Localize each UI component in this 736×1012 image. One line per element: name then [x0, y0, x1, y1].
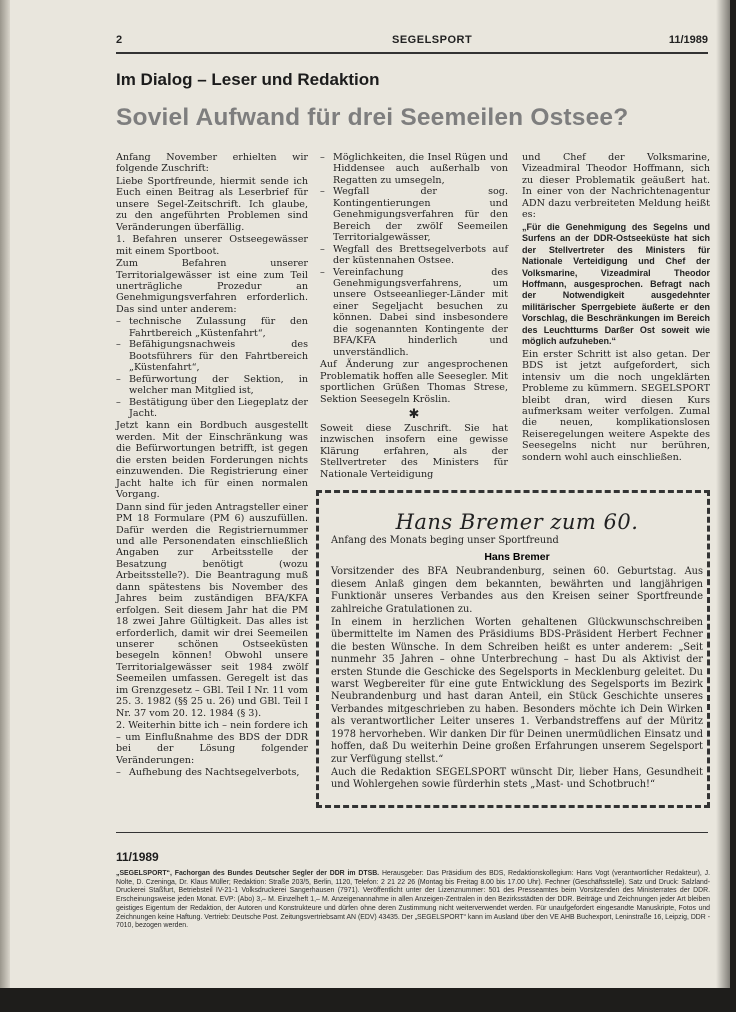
paragraph: 2. Weiterhin bitte ich – nein fordere ich – um Einflußnahme des BDS der DDR bei der Lösung folgender Veränderungen:	[116, 720, 308, 766]
column-3	[522, 152, 710, 464]
paragraph: und Chef der Volksmarine, Vizeadmiral Theodor Hoffmann, sich zu dieser Problematik geäußert hat. In einer von der Nachrichtenagentur ADN dazu verbreiteten Meldung heißt es:	[522, 152, 710, 221]
requirements-list	[116, 316, 308, 419]
handwritten-title: Hans Bremer zum 60.	[395, 510, 639, 534]
list-item: – Befürwortung der Sektion, in welcher man Mitglied ist,	[116, 374, 308, 397]
list-item: – Bestätigung über den Liegeplatz der Jacht.	[116, 397, 308, 420]
imprint-body: Herausgeber: Das Präsidium des BDS, Redaktionskollegium: Hans Vogt (verantwortlicher Redakteur), J. Nolte, D. Czeninga, Dr. Klaus Müller; Redaktion: Straße 203/5, Berlin, 1120, Telefon: 2 21 22 26 (Montag bis Freitag 8.00 bis 17.00 Uhr). Fechner (Geschäftsstelle). Satz und Druck: Salzland-Druckerei Staßfurt, Betriebsteil IV-21-1 Volksdruckerei Sangerhausen (7971). Veröffentlicht unter der Lizenznummer: 501 des Presseamtes beim Vorsitzenden des Ministerrates der DDR. Erscheinungsweise jeden Monat. EVP: (Abo) 3,– M. Einzelheft 1,– M. Anzeigenannahme in allen Anzeigen-Zentralen in den Bezirksstädten der DDR. Beiträge und Zeichnungen jeder Art bleiben geistiges Eigentum der Redaktion, der Autoren und Konstrukteure und dürfen ohne deren Zustimmung nicht weiterverwendet werden. Für unaufgefordert eingesandte Manuskripte, Fotos und Zeichnungen keine Haftung. Vertrieb: Deutsche Post. Zeitungsvertriebsamt AN (EDV) 43435. Der „SEGELSPORT“ kann im Ausland über den VE AHB Buchexport, Leninstraße 16, Leipzig, DDR - 7010, bezogen werden.	[116, 870, 710, 930]
list-item: – Aufhebung des Nachtsegelverbots,	[116, 767, 308, 778]
paragraph: Anfang November erhielten wir folgende Zuschrift:	[116, 152, 308, 175]
imprint-lead: „SEGELSPORT“, Fachorgan des Bundes Deutscher Segler der DDR im DTSB.	[116, 870, 380, 877]
paragraph: 1. Befahren unserer Ostseegewässer mit einem Sportboot.	[116, 234, 308, 257]
issue-number: 11/1989	[668, 34, 708, 46]
paragraph: Ein erster Schritt ist also getan. Der BDS ist jetzt aufgefordert, sich intensiv um die noch ungeklärten Probleme zu kümmern. SEGELSPORT bleibt dran, wird diesen Kurs aufmerksam weiter verfolgen. Zumal die neuen, komplikationslosen Reiseregelungen weitere Aspekte des Seesegelns nicht nur berühren, sondern wohl auch einschließen.	[522, 348, 710, 463]
imprint-text	[116, 870, 710, 931]
paragraph: Vorsitzender des BFA Neubrandenburg, seinen 60. Geburtstag. Aus diesem Anlaß gingen dem bekannten, bewährten und langjährigen Funktionär unseres Verbandes aus den Kreisen seiner Sportfreunde zahlreiche Gratulationen zu.	[331, 566, 703, 615]
footer-rule	[116, 832, 708, 833]
paragraph: Jetzt kann ein Bordbuch ausgestellt werden. Mit der Einschränkung was die Befürwortungen betrifft, ist gegen die ersten beiden Forderungen nichts einzuwenden. Die Registrierung einer Jacht halte ich für einen normalen Vorgang.	[116, 420, 308, 501]
page-edge-shadow	[716, 0, 730, 988]
person-name: Hans Bremer	[484, 551, 550, 564]
paragraph: Liebe Sportfreunde, hiermit sende ich Euch einen Beitrag als Leserbrief für unsere Segel-Zeitschrift. Ich glaube, zu den angeführten Problemen sind Veränderungen überfällig.	[116, 175, 308, 233]
demands-list-continued	[320, 152, 508, 358]
box-intro: Anfang des Monats beging unser Sportfreund	[331, 535, 559, 546]
paragraph: In einem in herzlichen Worten gehaltenen Glückwunschschreiben übermittelte im Namen des Präsidiums BDS-Präsident Herbert Fechner die besten Wünsche. In dem Schreiben heißt es unter anderem: „Seit nunmehr 35 Jahren – ohne Unterbrechung – hast Du als Aktivist der ersten Stunde die Geschicke des Segelsports in Mecklenburg geleitet. Du warst Wegbereiter für eine gute Entwicklung des Segelsports im Bezirk Neubrandenburg und hast daran Anteil, ein Stück Geschichte unseres Verbandes mitgeschrieben zu haben. Besonders möchte ich Dein Wirken als verantwortlicher Leiter unseres 1. Verbandstreffens auf der Müritz 1978 hervorheben. Wir danken Dir für Deinen unermüdlichen Einsatz und hoffen, daß Du weiterhin Deine großen Erfahrungen unserem Segelsport zur Verfügung stellst.“	[331, 617, 703, 765]
list-item: – Befähigungsnachweis des Bootsführers für den Fahrtbereich „Küstenfahrt“,	[116, 339, 308, 373]
footer-issue: 11/1989	[116, 850, 159, 864]
column-2	[320, 152, 508, 481]
book-spine-shadow	[0, 0, 10, 988]
birthday-box	[316, 490, 710, 808]
header-rule	[116, 52, 708, 54]
paragraph: Auch die Redaktion SEGELSPORT wünscht Dir, lieber Hans, Gesundheit und Wohlergehen sowie fürderhin stets „Mast- und Schotbruch!“	[331, 766, 703, 791]
running-header	[116, 34, 708, 50]
section-kicker: Im Dialog – Leser und Redaktion	[116, 70, 380, 89]
list-item: – Wegfall des Brettsegelverbots auf der küstennahen Ostsee.	[320, 244, 508, 267]
list-item: – Vereinfachung des Genehmigungsverfahrens, um unsere Ostseeanlieger-Länder mit einer Segeljacht besuchen zu können. Dabei sind insbesondere die sogenannten Kontingente der BFA/KFA hinderlich und unverständlich.	[320, 267, 508, 359]
demands-list	[116, 767, 308, 778]
list-item: – technische Zulassung für den Fahrtbereich „Küstenfahrt“,	[116, 316, 308, 339]
paragraph: Zum Befahren unserer Territorialgewässer ist eine zum Teil unerträgliche Prozedur an Genehmigungsverfahren erforderlich. Das sind unter anderem:	[116, 258, 308, 315]
list-item: – Möglichkeiten, die Insel Rügen und Hiddensee auch außerhalb von Regatten zu umsegeln,	[320, 152, 508, 186]
list-item: – Wegfall der sog. Kontingentierungen und Genehmigungsverfahren für den Bereich der zwölf Seemeilen Territorialgewässer,	[320, 186, 508, 243]
adn-quote: „Für die Genehmigung des Segelns und Surfens an der DDR-Ostseeküste hat sich der Stellvertreter des Ministers für Nationale Verteidigung und Chef der Volksmarine, Vizeadmiral Theodor Hoffmann, ausgesprochen. Befragt nach der Notwendigkeit ausgedehnter militärischer Sperrgebiete äußerte er den Vorschlag, die Beschränkungen im Bereich des Leuchtturms Darßer Ost soweit wie möglich aufzuheben.“	[522, 221, 710, 347]
paragraph: Auf Änderung zur angesprochenen Problematik hoffen alle Seesegler. Mit sportlichen Grüßen Thomas Strese, Sektion Seesegeln Kröslin.	[320, 359, 508, 405]
paragraph: Dann sind für jeden Antragsteller einer PM 18 Formulare (PM 6) auszufüllen. Dafür werden die Registriernummer und alle Personendaten einschließlich Angaben zur Arbeitsstelle der Besatzung benötigt (wozu Arbeitsstelle?). Die Beantragung muß dann spätestens bis November des Jahres beim zuständigen BFA/KFA erfolgen. Seit diesem Jahr hat die PM 18 zwei Jahre Gültigkeit. Das alles ist erforderlich, damit wir drei Seemeilen unserer schönen Ostseeküsten besegeln können! Obwohl unsere Territorialgewässer seit 1984 zwölf Seemeilen umfassen. Geregelt ist das im Grenzgesetz – GBl. Teil I Nr. 11 vom 25. 3. 1982 (§§ 25 u. 26) und GBl. Teil I Nr. 37 vom 20. 12. 1984 (§ 3).	[116, 501, 308, 719]
section-star-separator: ✱	[408, 406, 420, 422]
scan-background	[0, 988, 736, 1012]
paragraph: Soweit diese Zuschrift. Sie hat inzwischen insofern eine gewisse Klärung erfahren, als der Stellvertreter des Ministers für Nationale Verteidigung	[320, 422, 508, 480]
article-headline: Soviel Aufwand für drei Seemeilen Ostsee?	[116, 104, 629, 131]
magazine-name: SEGELSPORT	[392, 34, 473, 46]
column-1	[116, 152, 308, 779]
page-number: 2	[116, 34, 123, 46]
imprint-footer	[116, 850, 710, 931]
